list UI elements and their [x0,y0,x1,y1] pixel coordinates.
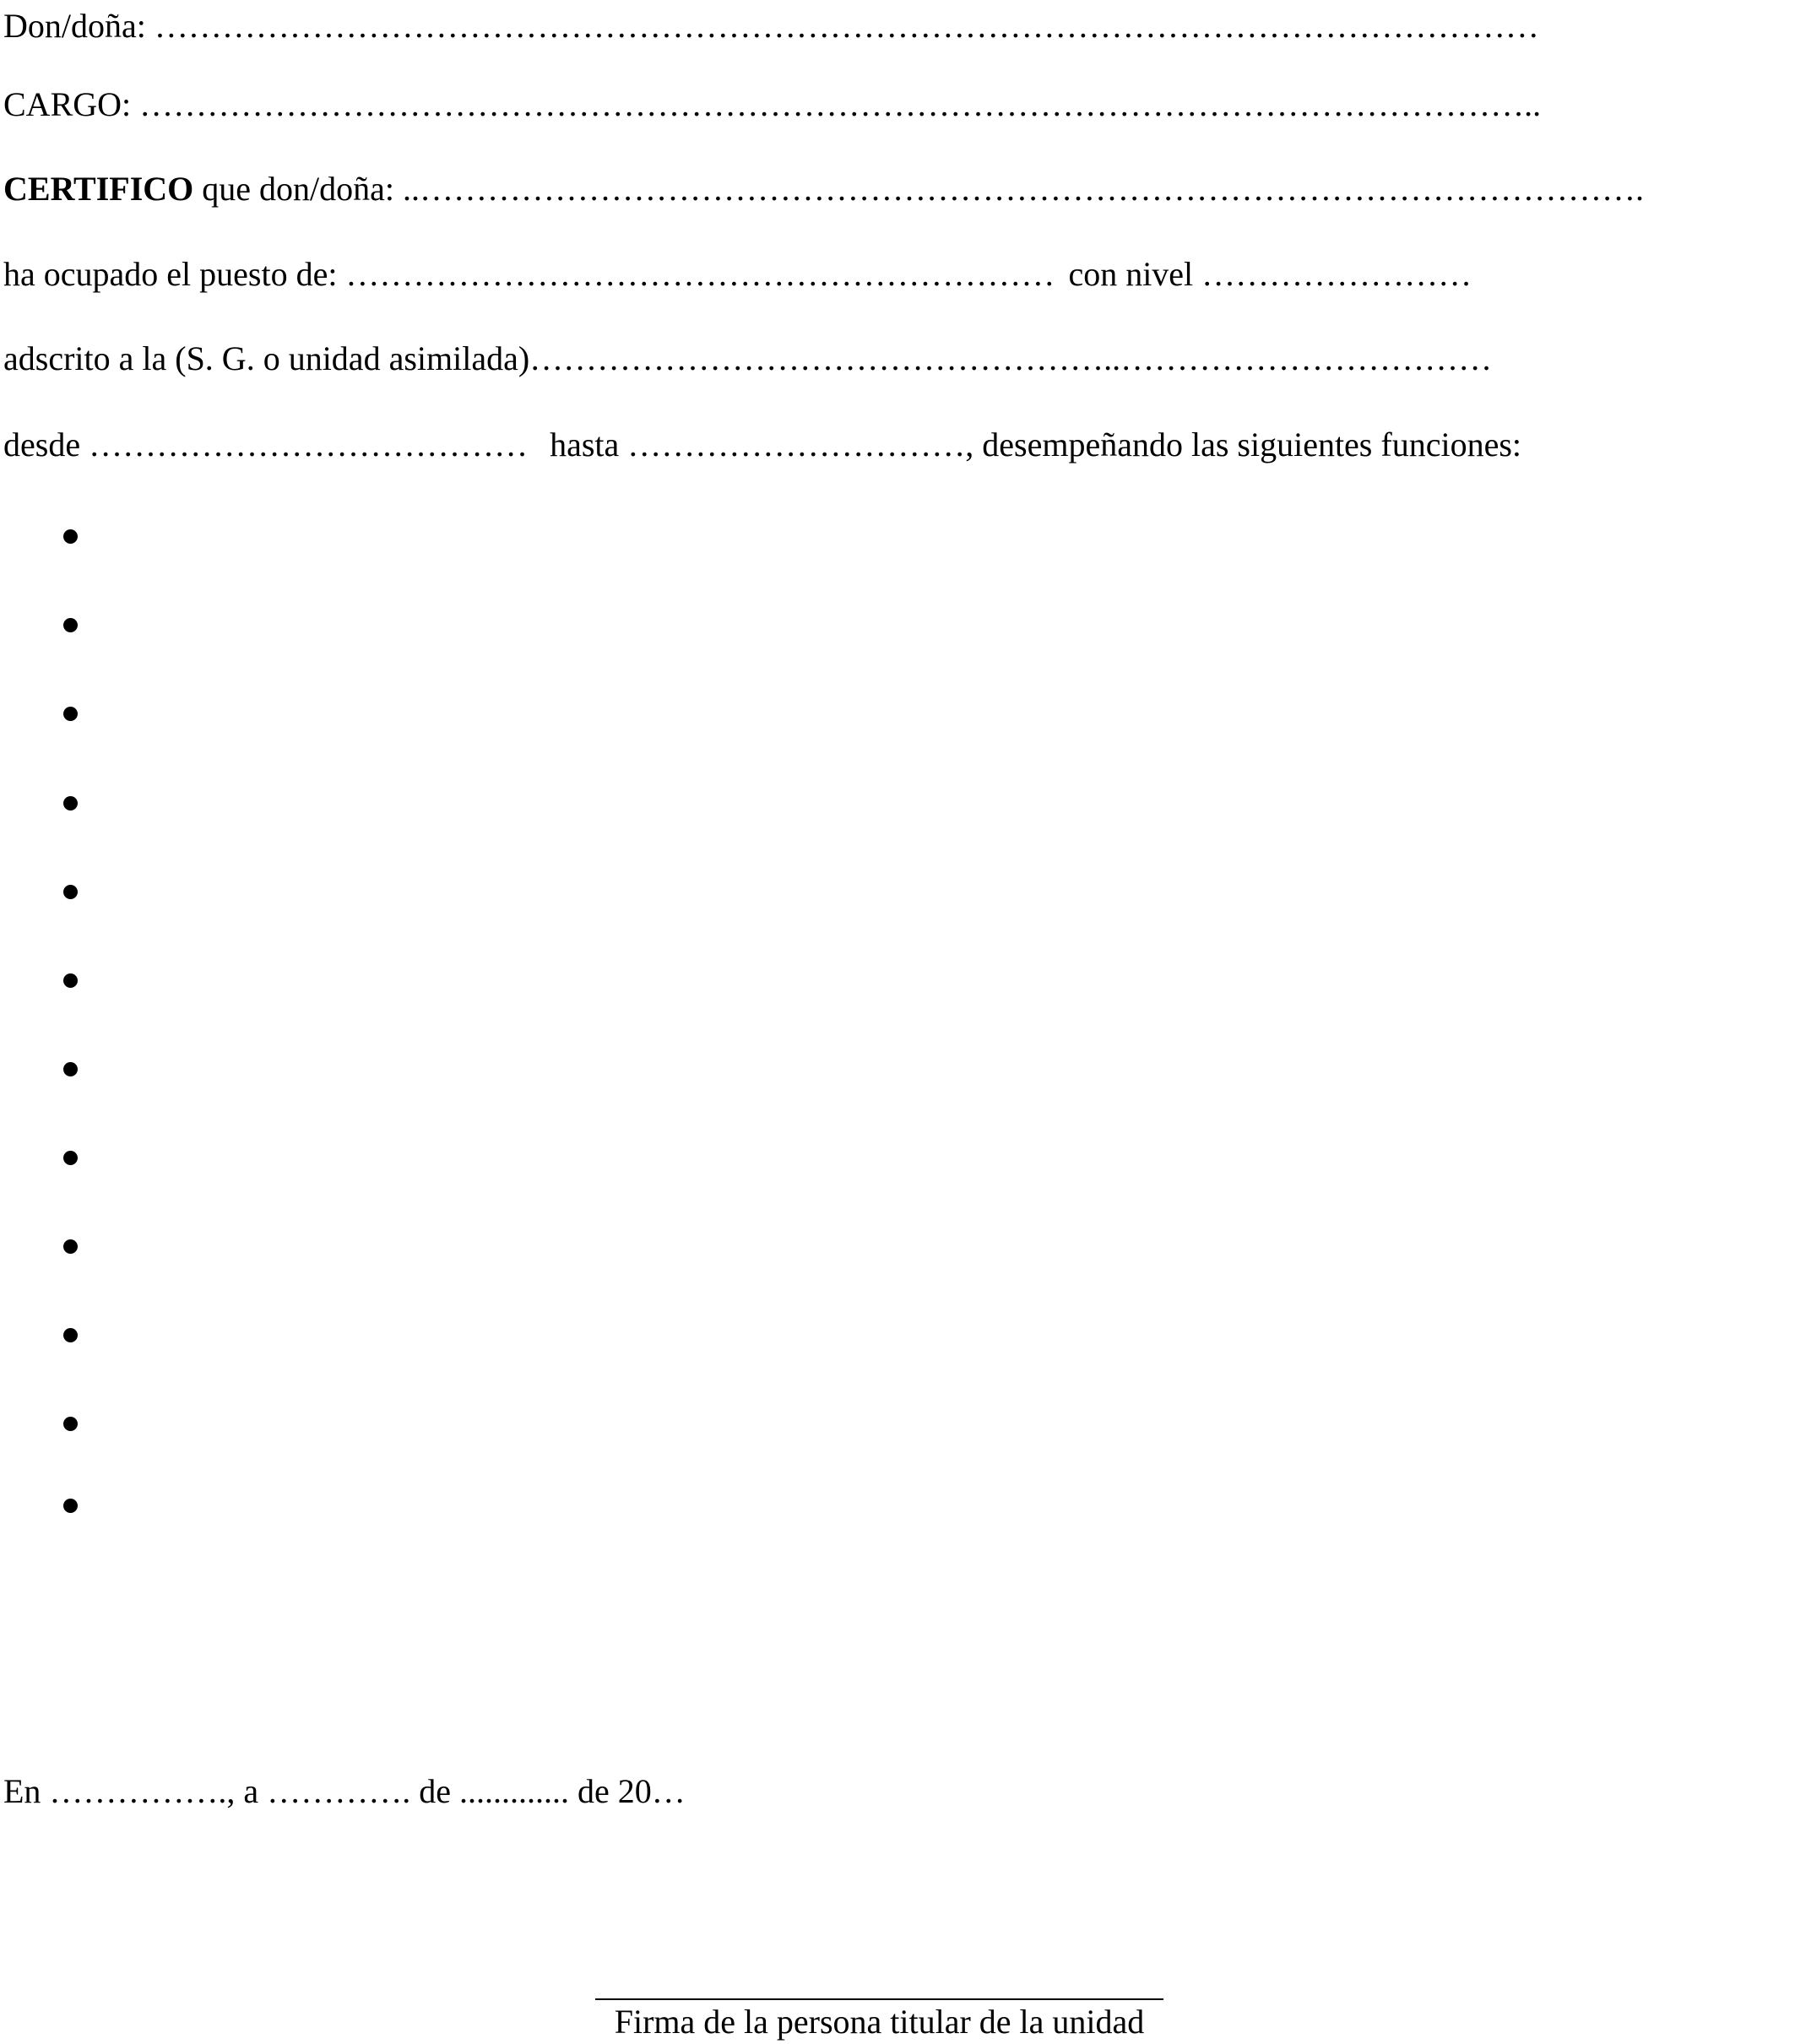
function-bullet-icon [63,1417,78,1431]
function-bullet-icon [63,1328,78,1342]
certifico-heading: CERTIFICO [3,170,194,208]
certifico-field [3,168,1644,210]
puesto-field [3,253,1472,295]
cargo-field [3,84,1541,126]
nivel-label: con nivel …………………… [1068,255,1472,293]
don-dona-field [3,5,1539,47]
cargo-label: CARGO: …………………………………………………………………………………………………………….. [3,85,1542,123]
don-dona-label: Don/doña: …………………………………………………………………………………………………………… [3,7,1539,45]
certifico-text: que don/doña: ..………………………………………………………………………………………………. [193,170,1645,208]
function-bullet-icon [63,1499,78,1513]
adscrito-label: adscrito a la (S. G. o unidad asimilada)……………………………………………..…………………………… [3,339,1493,377]
function-bullet-icon [63,1062,78,1076]
signature-label: Firma de la persona titular de la unidad [614,2003,1145,2041]
function-bullet-icon [63,885,78,899]
function-bullet-icon [63,707,78,721]
signature-line [595,1998,1163,2000]
function-bullet-icon [63,796,78,811]
function-bullet-icon [63,529,78,544]
date-text: En ……………., a …………. de ............. de 20… [3,1772,686,1810]
function-bullet-icon [63,1151,78,1165]
desde-label: desde ………………………………… [3,426,529,464]
adscrito-field [3,338,1492,380]
hasta-label: hasta …………………………, desempeñando las siguientes funciones: [550,426,1521,464]
date-line [3,1770,686,1813]
function-bullet-icon [63,1239,78,1254]
function-bullet-icon [63,618,78,632]
function-bullet-icon [63,973,78,988]
desde-hasta-field [3,424,1521,466]
puesto-label: ha ocupado el puesto de: ……………………………………………………… [3,255,1055,293]
